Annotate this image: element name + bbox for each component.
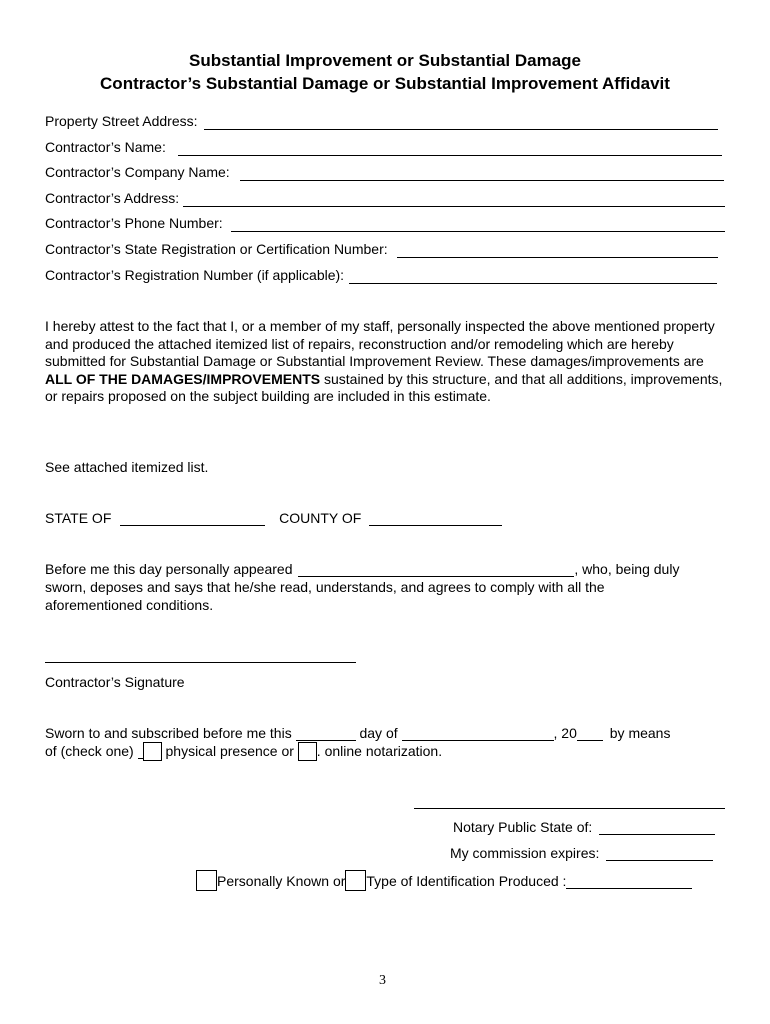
page-number: 3: [379, 973, 386, 988]
id-type-input-line[interactable]: [566, 874, 692, 889]
notary-state-label: Notary Public State of:: [453, 819, 593, 835]
id-produced-label: Type of Identification Produced :: [366, 873, 567, 889]
personally-known-checkbox[interactable]: [196, 870, 217, 891]
company-name-input-line[interactable]: [240, 166, 724, 181]
page-title: Substantial Improvement or Substantial Damage: [188, 51, 582, 70]
physical-presence-label: physical presence or: [165, 743, 294, 759]
appearance-line-2: sworn, deposes and says that he/she read, understands, and agrees to comply with all the: [45, 579, 605, 595]
field-label: Contractor’s Name:: [45, 139, 166, 155]
field-label: Property Street Address:: [45, 113, 198, 129]
contractor-address-input-line[interactable]: [183, 192, 725, 207]
month-input-line[interactable]: [402, 726, 554, 741]
state-registration-input-line[interactable]: [397, 243, 718, 258]
year-prefix-text: , 20: [553, 725, 577, 741]
attestation-text-end: sustained by this structure, and that all additions, improvements, or repairs proposed on the subject building are included in this estimate.: [45, 370, 723, 404]
personally-known-label: Personally Known or: [217, 873, 346, 889]
state-input-line[interactable]: [120, 511, 265, 526]
field-label: Contractor’s Registration Number (if applicable):: [45, 267, 345, 283]
online-notarization-checkbox[interactable]: [298, 742, 317, 761]
state-label: STATE OF: [45, 510, 112, 526]
appearance-line-1: [45, 560, 679, 578]
phone-number-input-line[interactable]: [231, 217, 725, 232]
signature-label: Contractor’s Signature: [45, 674, 185, 690]
notary-signature-line[interactable]: [414, 808, 725, 809]
identification-row: [196, 870, 692, 891]
state-county-row: [45, 509, 502, 527]
field-registration-number: [45, 266, 725, 284]
commission-row: [450, 844, 713, 862]
field-state-registration: [45, 240, 725, 258]
check-one-text: of (check one): [45, 743, 134, 759]
field-label: Contractor’s Company Name:: [45, 164, 230, 180]
physical-presence-checkbox[interactable]: [143, 742, 162, 761]
sworn-line-2: [45, 742, 442, 761]
registration-number-input-line[interactable]: [349, 269, 717, 284]
field-contractor-address: [45, 189, 725, 207]
county-input-line[interactable]: [369, 511, 502, 526]
property-address-input-line[interactable]: [204, 115, 718, 130]
online-notarization-label: . online notarization.: [316, 743, 443, 759]
appearance-text: Before me this day personally appeared: [45, 561, 293, 577]
attestation-text: I hereby attest to the fact that I, or a member of my staff, personally inspected the above mentioned property and produced the attached itemized list of repairs, reconstruction and/or remodeling which are hereby submitted for Substantial Damage or Substantial Improvement Review. These damages/improvements are: [45, 318, 715, 369]
appearance-text-cont: , who, being duly: [574, 561, 680, 577]
field-contractor-name: [45, 138, 725, 156]
field-company-name: [45, 163, 725, 181]
id-produced-checkbox[interactable]: [345, 870, 366, 891]
see-attached-note: See attached itemized list.: [45, 459, 209, 475]
commission-label: My commission expires:: [450, 845, 600, 861]
field-label: Contractor’s Phone Number:: [45, 215, 223, 231]
appeared-name-input-line[interactable]: [298, 562, 574, 577]
day-of-text: day of: [359, 725, 398, 741]
field-label: Contractor’s State Registration or Certification Number:: [45, 241, 388, 257]
notary-state-input-line[interactable]: [599, 820, 715, 835]
attestation-paragraph: [45, 318, 725, 406]
by-means-text: by means: [609, 725, 671, 741]
day-input-line[interactable]: [296, 726, 356, 741]
contractor-name-input-line[interactable]: [178, 141, 722, 156]
attestation-emphasis: ALL OF THE DAMAGES/IMPROVEMENTS: [45, 370, 321, 387]
field-property-address: [45, 112, 725, 130]
notary-state-row: [453, 818, 715, 836]
commission-input-line[interactable]: [606, 846, 713, 861]
appearance-line-3: aforementioned conditions.: [45, 597, 214, 613]
sworn-text: Sworn to and subscribed before me this: [45, 725, 292, 741]
sworn-line-1: [45, 724, 670, 742]
page-subtitle: Contractor’s Substantial Damage or Substantial Improvement Affidavit: [100, 74, 670, 93]
year-input-line[interactable]: [577, 726, 603, 741]
signature-line[interactable]: [45, 662, 356, 663]
field-label: Contractor’s Address:: [45, 190, 180, 206]
county-label: COUNTY OF: [279, 510, 362, 526]
field-phone-number: [45, 214, 725, 232]
